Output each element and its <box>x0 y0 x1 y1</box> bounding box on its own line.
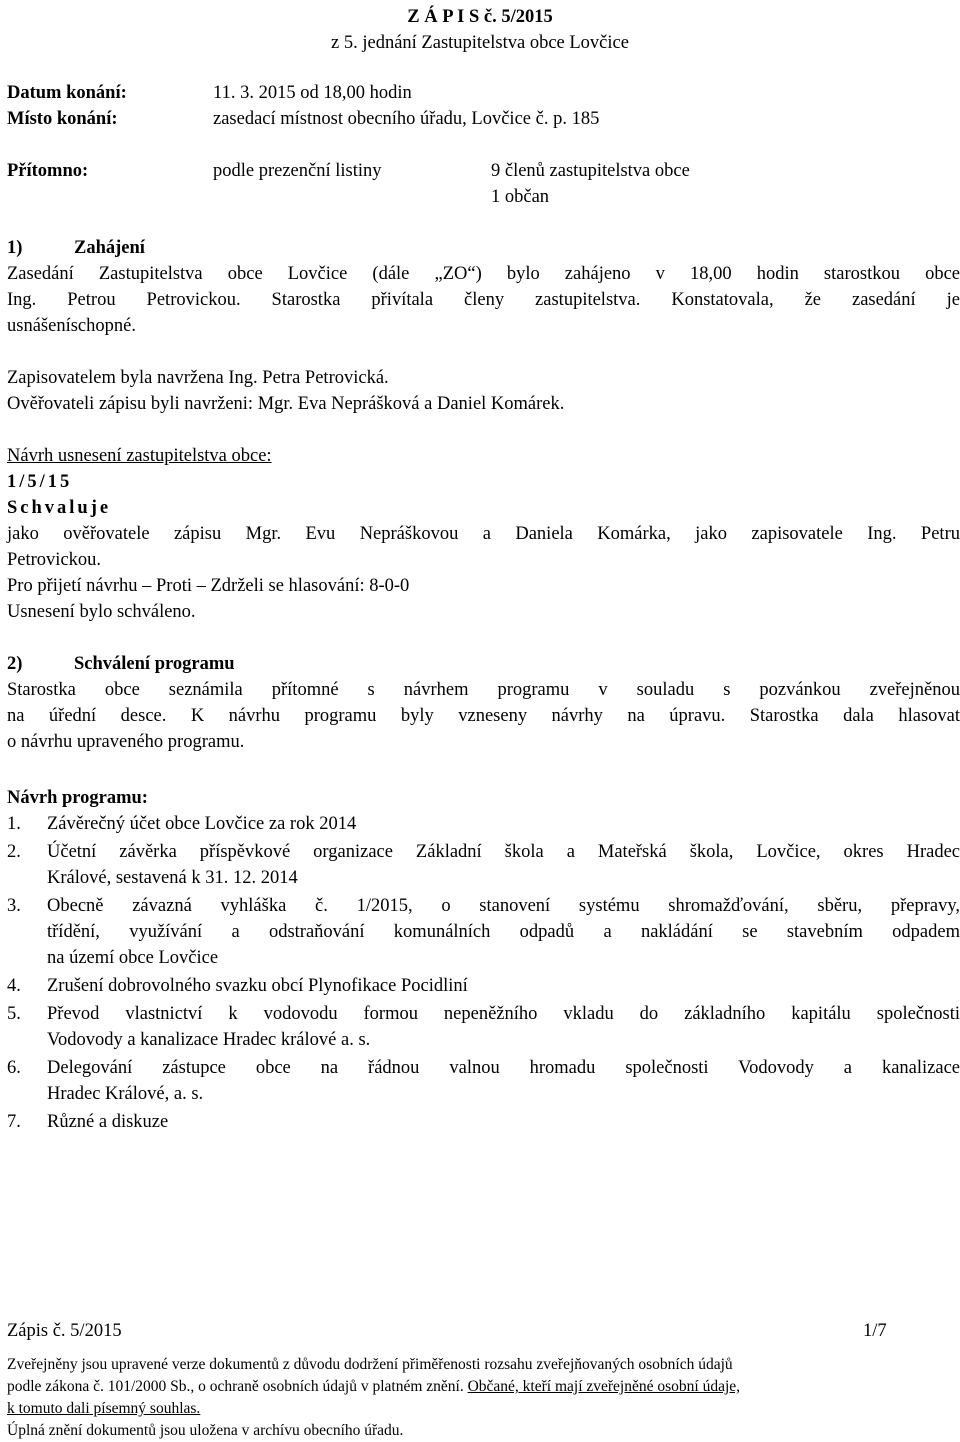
present-members: 9 členů zastupitelstva obce <box>491 161 690 181</box>
paragraph-line: jako ověřovatele zápisu Mgr. Evu Nepráškovou a Daniela Komárka, jako zapisovatele Ing. Petru <box>7 524 960 544</box>
list-item <box>7 973 960 999</box>
proposal-heading: Návrh usnesení zastupitelstva obce: <box>7 446 272 466</box>
paragraph-line: usnášeníschopné. <box>7 316 136 336</box>
list-line: Obecně závazná vyhláška č. 1/2015, o stanovení systému shromažďování, sběru, přepravy, <box>47 896 960 916</box>
program-list <box>7 811 960 1135</box>
list-item <box>7 1055 960 1107</box>
document-title: Z Á P I S č. 5/2015 <box>407 7 553 27</box>
program-heading: Návrh programu: <box>7 788 148 808</box>
paragraph-line: o návrhu upraveného programu. <box>7 732 245 752</box>
list-line: třídění, využívání a odstraňování komunálních odpadů a nakládání se stavebním odpadem <box>47 922 960 942</box>
list-number: 1. <box>7 814 21 834</box>
footer-note-line: Zveřejněny jsou upravené verze dokumentů z důvodu dodržení přiměřenosti rozsahu zveřejňovaných osobních údajů <box>7 1356 733 1373</box>
vote-text: Pro přijetí návrhu – Proti – Zdrželi se hlasování: 8-0-0 <box>7 576 410 596</box>
footer-note-underlined: Občané, kteří mají zveřejněné osobní údaje, <box>467 1378 741 1395</box>
section2-number: 2) <box>7 654 23 674</box>
paragraph-line: Petrovickou. <box>7 550 102 570</box>
list-item <box>7 811 960 837</box>
footer-note-line: Úplná znění dokumentů jsou uložena v archívu obecního úřadu. <box>7 1422 404 1439</box>
present-value: podle prezenční listiny <box>213 161 382 181</box>
list-line: Účetní závěrka příspěvkové organizace Základní škola a Mateřská škola, Lovčice, okres Hradec <box>47 842 960 862</box>
place-label: Místo konání: <box>7 109 118 129</box>
section2-paragraph <box>7 677 960 755</box>
list-line: Zrušení dobrovolného svazku obcí Plynofikace Pocidliní <box>47 976 468 996</box>
list-number: 3. <box>7 896 21 916</box>
list-line: Vodovody a kanalizace Hradec králové a. s. <box>47 1030 371 1050</box>
list-number: 6. <box>7 1058 21 1078</box>
present-label: Přítomno: <box>7 161 89 181</box>
paragraph-line: na úřední desce. K návrhu programu byly vzneseny návrhy na úpravu. Starostka dala hlasovat <box>7 706 960 726</box>
paragraph-line: Zasedání Zastupitelstva obce Lovčice (dále „ZO“) bylo zahájeno v 18,00 hodin starostkou obce <box>7 264 960 284</box>
list-item <box>7 839 960 891</box>
document-subtitle: z 5. jednání Zastupitelstva obce Lovčice <box>331 33 629 53</box>
list-item <box>7 1109 960 1135</box>
section2-heading: Schválení programu <box>74 654 235 674</box>
footer-note-line <box>7 1376 740 1398</box>
footer-note-underlined: k tomuto dali písemný souhlas. <box>7 1400 201 1417</box>
resolution-text <box>7 521 960 573</box>
list-line: Hradec Králové, a. s. <box>47 1084 204 1104</box>
list-item <box>7 893 960 971</box>
footer-doc-ref: Zápis č. 5/2015 <box>7 1321 122 1341</box>
list-number: 5. <box>7 1004 21 1024</box>
section1-number: 1) <box>7 238 23 258</box>
list-line: Delegování zástupce obce na řádnou valnou hromadu společnosti Vodovody a kanalizace <box>47 1058 960 1078</box>
footer-note-text: podle zákona č. 101/2000 Sb., o ochraně osobních údajů v platném znění. <box>7 1378 468 1395</box>
recorder-text: Zapisovatelem byla navržena Ing. Petra Petrovická. <box>7 368 389 388</box>
result-text: Usnesení bylo schváleno. <box>7 602 196 622</box>
resolution-number: 1/5/15 <box>7 472 73 492</box>
paragraph-line: Starostka obce seznámila přítomné s návrhem programu v souladu s pozvánkou zveřejněnou <box>7 680 960 700</box>
verifiers-text: Ověřovateli zápisu byli navrženi: Mgr. Eva Neprášková a Daniel Komárek. <box>7 394 565 414</box>
list-line: Závěrečný účet obce Lovčice za rok 2014 <box>47 814 357 834</box>
list-line: Převod vlastnictví k vodovodu formou nepeněžního vkladu do základního kapitálu společnosti <box>47 1004 960 1024</box>
section1-heading: Zahájení <box>74 238 145 258</box>
resolution-verb: Schvaluje <box>7 498 112 518</box>
list-number: 2. <box>7 842 21 862</box>
list-number: 7. <box>7 1112 21 1132</box>
footer-page-number: 1/7 <box>863 1321 887 1341</box>
present-citizens: 1 občan <box>491 187 550 207</box>
list-line: na území obce Lovčice <box>47 948 219 968</box>
place-value: zasedací místnost obecního úřadu, Lovčice č. p. 185 <box>213 109 600 129</box>
paragraph-line: Ing. Petrou Petrovickou. Starostka přivítala členy zastupitelstva. Konstatovala, že zasedání je <box>7 290 960 310</box>
list-line: Králové, sestavená k 31. 12. 2014 <box>47 868 298 888</box>
section1-paragraph <box>7 261 960 339</box>
date-value: 11. 3. 2015 od 18,00 hodin <box>213 83 412 103</box>
date-label: Datum konání: <box>7 83 127 103</box>
list-line: Různé a diskuze <box>47 1112 169 1132</box>
list-number: 4. <box>7 976 21 996</box>
list-item <box>7 1001 960 1053</box>
